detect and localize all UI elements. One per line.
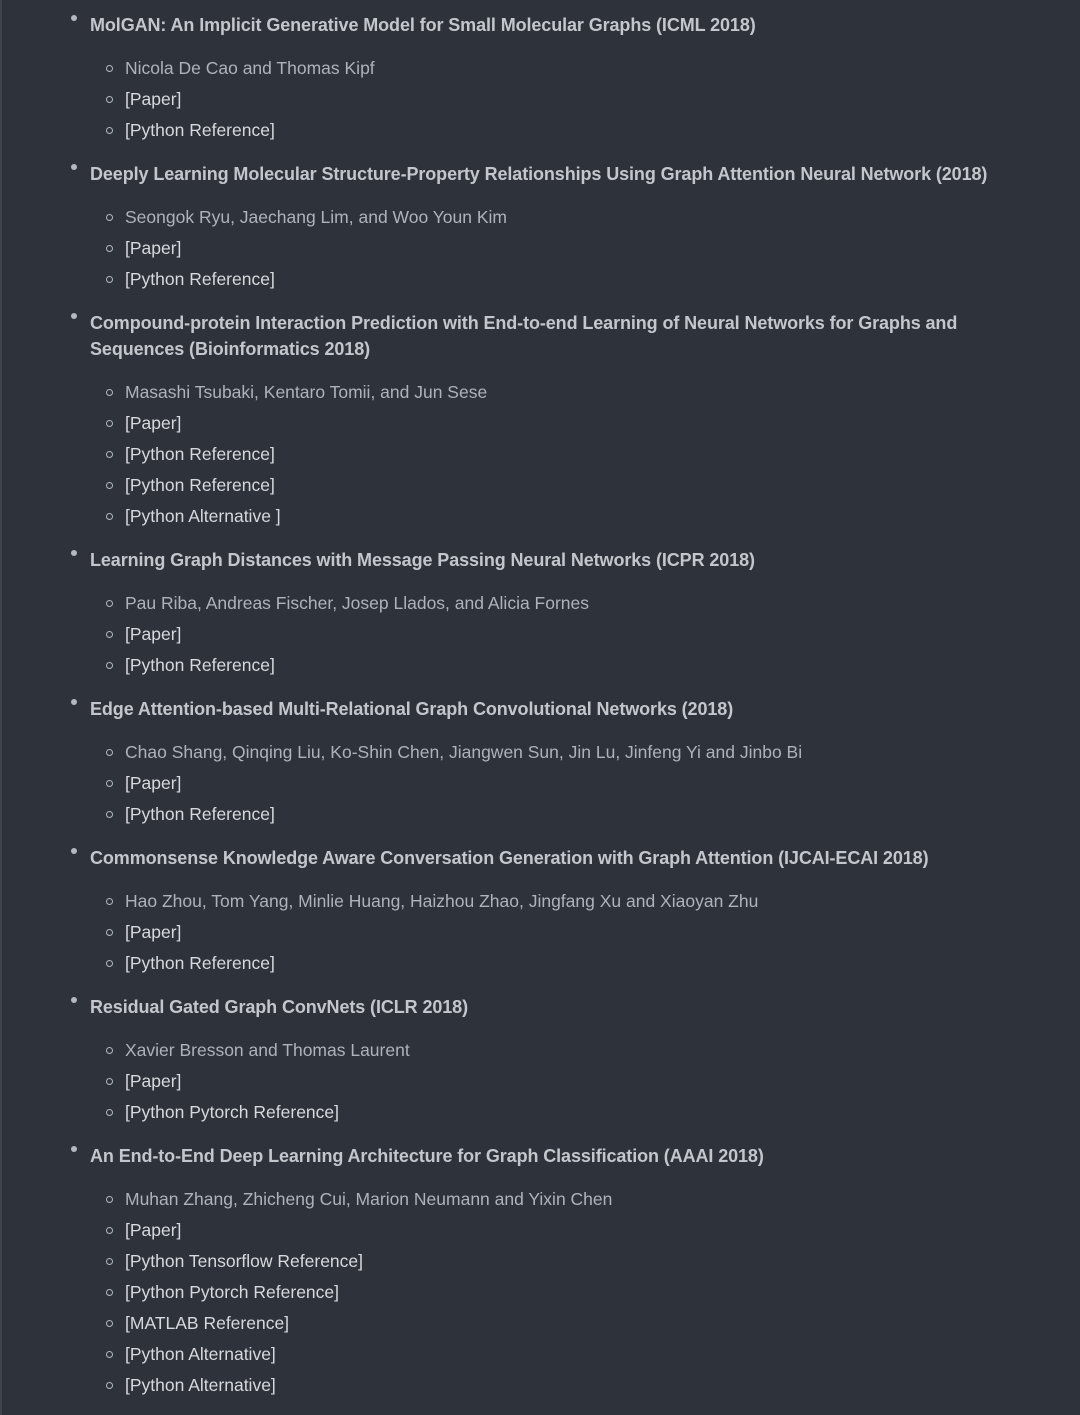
authors-text: Masashi Tsubaki, Kentaro Tomii, and Jun Sese bbox=[125, 382, 488, 402]
circle-bullet-icon bbox=[106, 1320, 113, 1327]
circle-bullet-icon bbox=[106, 214, 113, 221]
circle-bullet-icon bbox=[106, 96, 113, 103]
paper-title: Residual Gated Graph ConvNets (ICLR 2018) bbox=[90, 997, 468, 1017]
paper-title: Learning Graph Distances with Message Passing Neural Networks (ICPR 2018) bbox=[90, 550, 755, 570]
paper-authors bbox=[90, 202, 1000, 233]
bullet-icon bbox=[71, 848, 77, 854]
link-text[interactable]: [Python Alternative] bbox=[125, 1375, 276, 1395]
link-text[interactable]: [Python Pytorch Reference] bbox=[125, 1282, 339, 1302]
circle-bullet-icon bbox=[106, 451, 113, 458]
paper-details bbox=[90, 1184, 1000, 1401]
code-link[interactable] bbox=[90, 1370, 1000, 1401]
bullet-icon bbox=[71, 997, 77, 1003]
circle-bullet-icon bbox=[106, 1196, 113, 1203]
link-text[interactable]: [Python Tensorflow Reference] bbox=[125, 1251, 364, 1271]
link-text[interactable]: [Python Reference] bbox=[125, 475, 275, 495]
paper-title: Deeply Learning Molecular Structure-Property Relationships Using Graph Attention Neural Network (2018) bbox=[90, 164, 988, 184]
paper-link[interactable] bbox=[90, 917, 1000, 948]
link-text[interactable]: [Paper] bbox=[125, 624, 182, 644]
paper-item bbox=[0, 146, 1080, 295]
link-text[interactable]: [Python Pytorch Reference] bbox=[125, 1102, 339, 1122]
paper-item bbox=[0, 0, 1080, 146]
link-text[interactable]: [Paper] bbox=[125, 922, 182, 942]
paper-title: An End-to-End Deep Learning Architecture for Graph Classification (AAAI 2018) bbox=[90, 1146, 764, 1166]
paper-authors bbox=[90, 886, 1000, 917]
circle-bullet-icon bbox=[106, 811, 113, 818]
authors-text: Hao Zhou, Tom Yang, Minlie Huang, Haizhou Zhao, Jingfang Xu and Xiaoyan Zhu bbox=[125, 891, 759, 911]
paper-details bbox=[90, 53, 1000, 146]
link-text[interactable]: [Paper] bbox=[125, 413, 182, 433]
paper-title: MolGAN: An Implicit Generative Model for Small Molecular Graphs (ICML 2018) bbox=[90, 15, 756, 35]
bullet-icon bbox=[71, 313, 77, 319]
bullet-icon bbox=[71, 15, 77, 21]
circle-bullet-icon bbox=[106, 1289, 113, 1296]
authors-text: Chao Shang, Qinqing Liu, Ko-Shin Chen, Jiangwen Sun, Jin Lu, Jinfeng Yi and Jinbo Bi bbox=[125, 742, 803, 762]
link-text[interactable]: [Paper] bbox=[125, 238, 182, 258]
code-link[interactable] bbox=[90, 501, 1000, 532]
paper-link[interactable] bbox=[90, 84, 1000, 115]
paper-authors bbox=[90, 588, 1000, 619]
link-text[interactable]: [Paper] bbox=[125, 1071, 182, 1091]
link-text[interactable]: [Paper] bbox=[125, 773, 182, 793]
paper-authors bbox=[90, 1035, 1000, 1066]
circle-bullet-icon bbox=[106, 245, 113, 252]
circle-bullet-icon bbox=[106, 898, 113, 905]
paper-link[interactable] bbox=[90, 1066, 1000, 1097]
circle-bullet-icon bbox=[106, 389, 113, 396]
paper-title: Compound-protein Interaction Prediction with End-to-end Learning of Neural Networks for Graphs and Sequences (Bioinformatics 2018) bbox=[90, 313, 958, 359]
paper-details bbox=[90, 202, 1000, 295]
paper-details bbox=[90, 377, 1000, 532]
circle-bullet-icon bbox=[106, 960, 113, 967]
link-text[interactable]: [Python Reference] bbox=[125, 444, 275, 464]
paper-details bbox=[90, 588, 1000, 681]
authors-text: Pau Riba, Andreas Fischer, Josep Llados, and Alicia Fornes bbox=[125, 593, 590, 613]
circle-bullet-icon bbox=[106, 276, 113, 283]
paper-item bbox=[0, 830, 1080, 979]
authors-text: Nicola De Cao and Thomas Kipf bbox=[125, 58, 375, 78]
paper-item bbox=[0, 979, 1080, 1128]
paper-item bbox=[0, 1128, 1080, 1401]
circle-bullet-icon bbox=[106, 127, 113, 134]
paper-link[interactable] bbox=[90, 233, 1000, 264]
paper-authors bbox=[90, 53, 1000, 84]
code-link[interactable] bbox=[90, 650, 1000, 681]
bullet-icon bbox=[71, 164, 77, 170]
authors-text: Muhan Zhang, Zhicheng Cui, Marion Neumann and Yixin Chen bbox=[125, 1189, 613, 1209]
link-text[interactable]: [MATLAB Reference] bbox=[125, 1313, 290, 1333]
paper-details bbox=[90, 886, 1000, 979]
paper-item bbox=[0, 681, 1080, 830]
paper-link[interactable] bbox=[90, 1215, 1000, 1246]
circle-bullet-icon bbox=[106, 780, 113, 787]
code-link[interactable] bbox=[90, 1246, 1000, 1277]
link-text[interactable]: [Paper] bbox=[125, 89, 182, 109]
circle-bullet-icon bbox=[106, 1351, 113, 1358]
code-link[interactable] bbox=[90, 799, 1000, 830]
authors-text: Xavier Bresson and Thomas Laurent bbox=[125, 1040, 410, 1060]
code-link[interactable] bbox=[90, 1277, 1000, 1308]
paper-authors bbox=[90, 1184, 1000, 1215]
code-link[interactable] bbox=[90, 1097, 1000, 1128]
paper-authors bbox=[90, 737, 1000, 768]
circle-bullet-icon bbox=[106, 662, 113, 669]
paper-authors bbox=[90, 377, 1000, 408]
paper-link[interactable] bbox=[90, 768, 1000, 799]
paper-title: Edge Attention-based Multi-Relational Graph Convolutional Networks (2018) bbox=[90, 699, 734, 719]
link-text[interactable]: [Python Reference] bbox=[125, 655, 275, 675]
paper-details bbox=[90, 737, 1000, 830]
paper-item bbox=[0, 532, 1080, 681]
circle-bullet-icon bbox=[106, 65, 113, 72]
code-link[interactable] bbox=[90, 470, 1000, 501]
circle-bullet-icon bbox=[106, 1078, 113, 1085]
link-text[interactable]: [Python Alternative ] bbox=[125, 506, 281, 526]
link-text[interactable]: [Paper] bbox=[125, 1220, 182, 1240]
bullet-icon bbox=[71, 699, 77, 705]
paper-link[interactable] bbox=[90, 619, 1000, 650]
circle-bullet-icon bbox=[106, 929, 113, 936]
link-text[interactable]: [Python Alternative] bbox=[125, 1344, 276, 1364]
circle-bullet-icon bbox=[106, 1047, 113, 1054]
circle-bullet-icon bbox=[106, 600, 113, 607]
code-link[interactable] bbox=[90, 1339, 1000, 1370]
code-link[interactable] bbox=[90, 439, 1000, 470]
link-text[interactable]: [Python Reference] bbox=[125, 269, 275, 289]
circle-bullet-icon bbox=[106, 631, 113, 638]
circle-bullet-icon bbox=[106, 420, 113, 427]
link-text[interactable]: [Python Reference] bbox=[125, 953, 275, 973]
circle-bullet-icon bbox=[106, 1382, 113, 1389]
circle-bullet-icon bbox=[106, 749, 113, 756]
paper-title: Commonsense Knowledge Aware Conversation Generation with Graph Attention (IJCAI-ECAI 2018) bbox=[90, 848, 929, 868]
code-link[interactable] bbox=[90, 948, 1000, 979]
code-link[interactable] bbox=[90, 1308, 1000, 1339]
bullet-icon bbox=[71, 1146, 77, 1152]
authors-text: Seongok Ryu, Jaechang Lim, and Woo Youn Kim bbox=[125, 207, 508, 227]
code-link[interactable] bbox=[90, 264, 1000, 295]
circle-bullet-icon bbox=[106, 1258, 113, 1265]
paper-item bbox=[0, 295, 1080, 532]
circle-bullet-icon bbox=[106, 1227, 113, 1234]
circle-bullet-icon bbox=[106, 1109, 113, 1116]
link-text[interactable]: [Python Reference] bbox=[125, 804, 275, 824]
circle-bullet-icon bbox=[106, 482, 113, 489]
link-text[interactable]: [Python Reference] bbox=[125, 120, 275, 140]
paper-link[interactable] bbox=[90, 408, 1000, 439]
circle-bullet-icon bbox=[106, 513, 113, 520]
code-link[interactable] bbox=[90, 115, 1000, 146]
paper-details bbox=[90, 1035, 1000, 1128]
bullet-icon bbox=[71, 550, 77, 556]
